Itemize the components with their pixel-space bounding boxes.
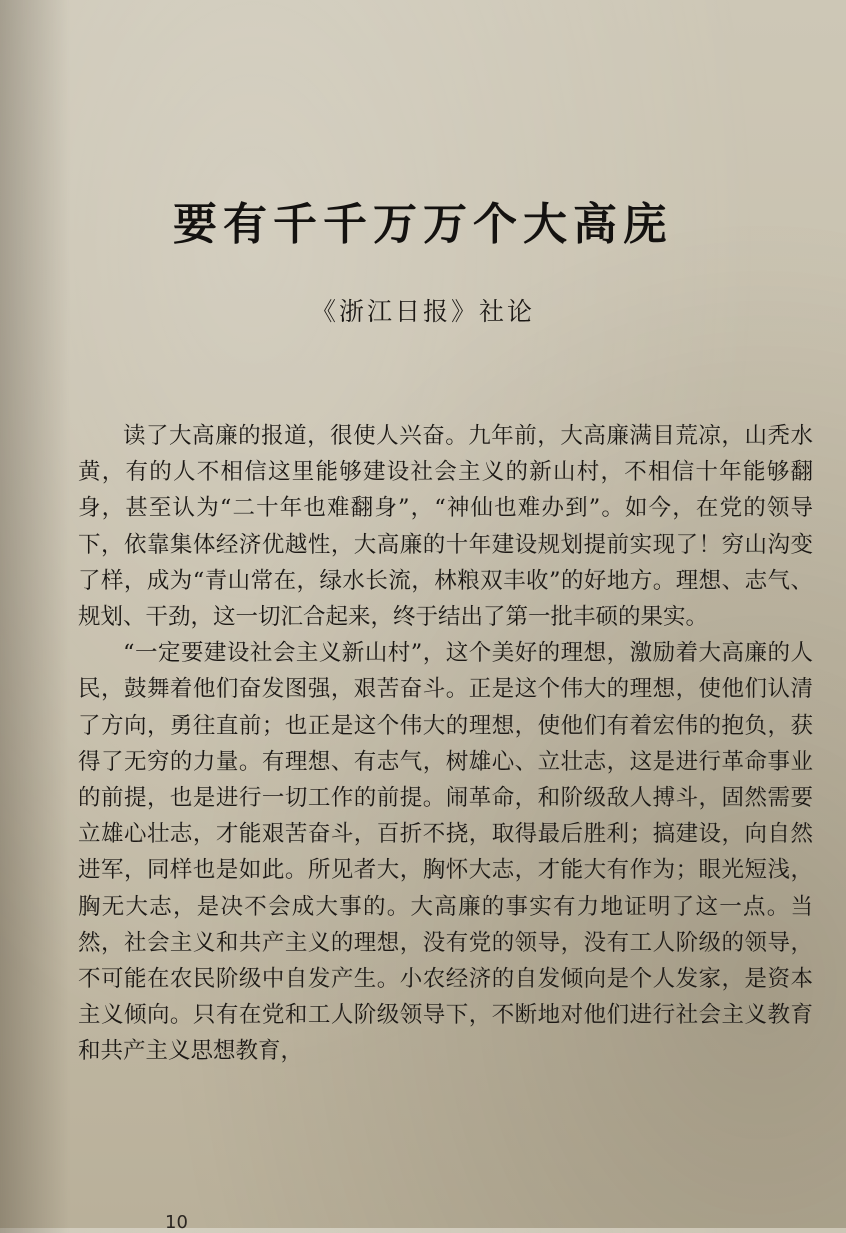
paragraph: 读了大高廉的报道，很使人兴奋。九年前，大高廉满目荒凉，山秃水黄，有的人不相信这里能够建设社会主义的新山村，不相信十年能够翻身，甚至认为“二十年也难翻身”，“神仙也难办到”。如今，在党的领导下，依靠集体经济优越性，大高廉的十年建设规划提前实现了！穷山沟变了样，成为“青山常在，绿水长流，林粮双丰收”的好地方。理想、志气、规划、干劲，这一切汇合起来，终于结出了第一批丰硕的果实。 — [78, 423, 813, 631]
article-body — [78, 418, 813, 1070]
article-source: 《浙江日报》社论 — [310, 297, 535, 326]
paragraph: “一定要建设社会主义新山村”，这个美好的理想，激励着大高廉的人民，鼓舞着他们奋发图强，艰苦奋斗。正是这个伟大的理想，使他们认清了方向，勇往直前；也正是这个伟大的理想，使他们有着宏伟的抱负，获得了无穷的力量。有理想、有志气，树雄心、立壮志，这是进行革命事业的前提，也是进行一切工作的前提。闹革命，和阶级敌人搏斗，固然需要立雄心壮志，才能艰苦奋斗，百折不挠，取得最后胜利；搞建设，向自然进军，同样也是如此。所见者大，胸怀大志，才能大有作为；眼光短浅，胸无大志，是决不会成大事的。大高廉的事实有力地证明了这一点。当然，社会主义和共产主义的理想，没有党的领导，没有工人阶级的领导，不可能在农民阶级中自发产生。小农经济的自发倾向是个人发家，是资本主义倾向。只有在党和工人阶级领导下，不断地对他们进行社会主义教育和共产主义思想教育， — [78, 640, 813, 1065]
page-number: 10 — [165, 1212, 188, 1233]
article-title: 要有千千万万个大高庑 — [173, 199, 673, 250]
